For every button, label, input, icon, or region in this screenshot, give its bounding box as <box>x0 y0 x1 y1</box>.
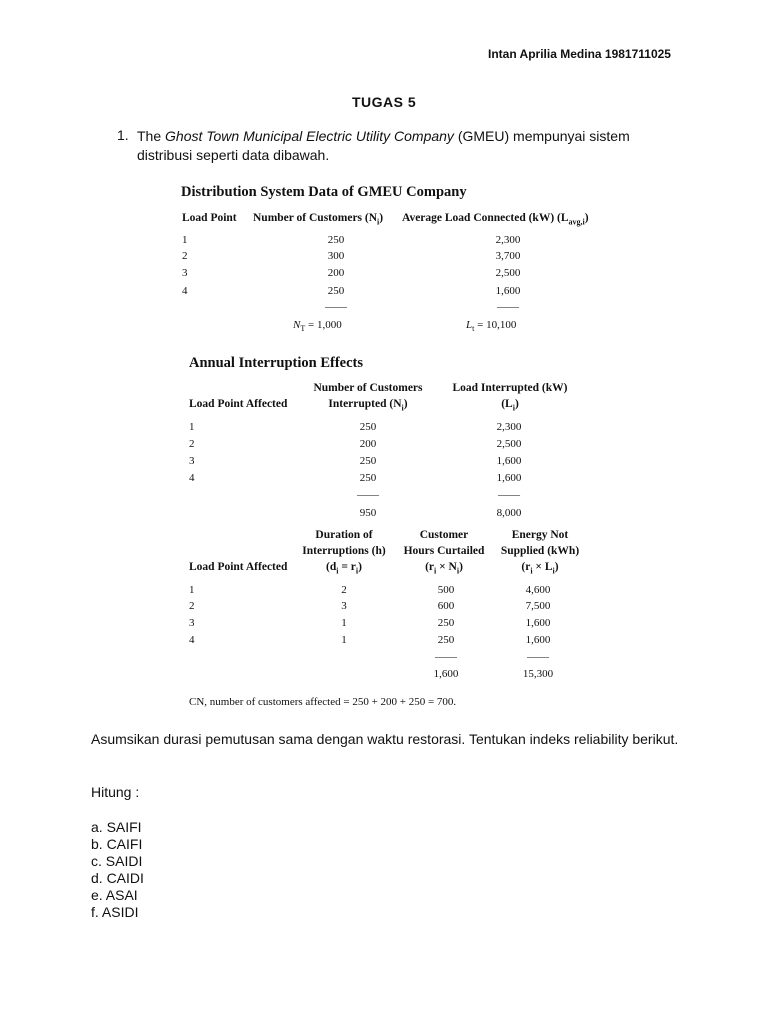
question-text-suffix: (GMEU) mempunyai sistem <box>453 128 630 144</box>
table2-header-load-line1: Load Interrupted (kW) <box>452 382 568 394</box>
table3-header-duration-line3 <box>294 559 394 579</box>
table2-header-load-sub: i <box>512 403 515 413</box>
table3-cell-ch: 250 <box>437 617 455 629</box>
table1-cell-lp: 2 <box>182 250 188 262</box>
table1-rule-l: —— <box>497 301 519 313</box>
table1-total-n-sub: T <box>300 324 306 334</box>
table2-cell-n: 250 <box>359 421 377 433</box>
hitung-label: Hitung : <box>91 784 140 800</box>
table1-total-l-value: = 10,100 <box>474 319 517 331</box>
table2-header-customers-end: ) <box>403 398 408 410</box>
table3-duration-l3-end: ) <box>358 561 362 573</box>
table3-cell-lp: 3 <box>189 617 195 629</box>
table3-header-ch-line3 <box>396 559 492 579</box>
table2-rule-n: —— <box>357 489 379 501</box>
table3-duration-l3-sub-a: i <box>336 566 339 576</box>
table2-cell-l: 2,300 <box>496 421 522 433</box>
table2-header-load-end: ) <box>514 398 519 410</box>
table2-header-load <box>446 380 574 416</box>
table1-header-avg-load-end: ) <box>584 212 589 224</box>
table3-cell-ch: 500 <box>437 584 455 596</box>
table2-title: Annual Interruption Effects <box>189 355 364 371</box>
table1-total-l-sub: t <box>472 324 475 334</box>
table3-total-energy: 15,300 <box>522 668 554 680</box>
table3-cell-lp: 2 <box>189 600 195 612</box>
table1-cell-l: 2,500 <box>495 267 521 279</box>
table3-header-load-point: Load Point Affected <box>189 561 288 573</box>
table3-cell-lp: 1 <box>189 584 195 596</box>
table3-header-duration-line2: Interruptions (h) <box>302 545 386 557</box>
company-name: Ghost Town Municipal Electric Utility Company <box>165 128 454 144</box>
table3-ch-l3-a: (r <box>425 561 434 573</box>
table2-cell-n: 250 <box>359 472 377 484</box>
table2-cell-lp: 1 <box>189 421 195 433</box>
table1-cell-l: 3,700 <box>495 250 521 262</box>
table1-header-customers-text: Number of Customers (N <box>253 212 378 224</box>
author-line: Intan Aprilia Medina 1981711025 <box>488 47 671 61</box>
table3-ch-l3-end: ) <box>459 561 463 573</box>
list-item: f. ASIDI <box>91 904 139 920</box>
table1-header-avg-load <box>402 210 589 230</box>
table3-header-ens-line2: Supplied (kWh) <box>500 545 580 557</box>
table1-cell-lp: 4 <box>182 285 188 297</box>
table3-duration-l3-mid: = r <box>338 561 356 573</box>
table3-cell-d: 1 <box>341 634 347 646</box>
table2-total-customers: 950 <box>359 507 377 519</box>
table1-title: Distribution System Data of GMEU Company <box>181 184 467 200</box>
table2-header-load-line2 <box>446 396 574 416</box>
table1-total-n-label: N <box>293 319 301 331</box>
table3-header-ch-line2: Hours Curtailed <box>403 545 485 557</box>
table2-header-customers-line2 <box>296 396 440 416</box>
table3-header-duration-line1: Duration of <box>315 529 373 541</box>
question-text-prefix: The <box>137 128 166 144</box>
question-text <box>137 127 697 165</box>
table2-header-customers-line2-text: Interrupted (N <box>328 398 402 410</box>
table3-header-customer-hours <box>396 527 492 579</box>
table1-cell-l: 1,600 <box>495 285 521 297</box>
table1-total-n-value: = 1,000 <box>305 319 342 331</box>
table3-cell-ens: 1,600 <box>525 634 551 646</box>
table3-ens-l3-sub-a: i <box>530 566 533 576</box>
question-number: 1. <box>117 127 129 143</box>
list-item: b. CAIFI <box>91 836 143 852</box>
table2-header-load-point: Load Point Affected <box>189 398 288 410</box>
list-item: d. CAIDI <box>91 870 144 886</box>
table3-duration-l3-a: (d <box>326 561 337 573</box>
table2-header-customers-sub: i <box>401 403 404 413</box>
table3-cell-ens: 7,500 <box>525 600 551 612</box>
table3-ch-l3-mid: × N <box>436 561 457 573</box>
table3-ens-l3-sub-b: i <box>552 566 555 576</box>
index-list <box>91 819 144 921</box>
table2-rule-l: —— <box>498 489 520 501</box>
table3-cell-ens: 1,600 <box>525 617 551 629</box>
table1-cell-n: 250 <box>327 285 345 297</box>
table3-header-ens-line3 <box>494 559 586 579</box>
instruction-text: Asumsikan durasi pemutusan sama dengan waktu restorasi. Tentukan indeks reliability berikut. <box>91 731 679 747</box>
question-text-line2: distribusi seperti data dibawah. <box>137 147 330 163</box>
list-item: a. SAIFI <box>91 819 142 835</box>
table1-cell-n: 300 <box>327 250 345 262</box>
table1-total-l-label: L <box>466 319 473 331</box>
table2-cell-lp: 4 <box>189 472 195 484</box>
page-title: TUGAS 5 <box>352 94 417 110</box>
table2-total-load: 8,000 <box>496 507 522 519</box>
table1-cell-lp: 3 <box>182 267 188 279</box>
table1-header-customers-end: ) <box>379 212 384 224</box>
table1-cell-n: 200 <box>327 267 345 279</box>
table2-cell-lp: 2 <box>189 438 195 450</box>
table1-cell-lp: 1 <box>182 234 188 246</box>
table3-rule-ch: —— <box>435 651 457 663</box>
table3-ens-l3-end: ) <box>554 561 559 573</box>
table2-cell-lp: 3 <box>189 455 195 467</box>
table3-cell-d: 1 <box>341 617 347 629</box>
table3-cell-d: 3 <box>341 600 347 612</box>
table1-header-customers-sub: i <box>377 217 380 227</box>
table1-rule-n: —— <box>325 301 347 313</box>
table1-header-avg-load-sub: avg,i <box>568 217 585 227</box>
table1-header-load-point: Load Point <box>182 212 237 224</box>
list-item: e. ASAI <box>91 887 138 903</box>
table3-cell-lp: 4 <box>189 634 195 646</box>
table3-ch-l3-sub-a: i <box>434 566 437 576</box>
table3-ch-l3-sub-b: i <box>456 566 460 576</box>
table2-header-customers-line1: Number of Customers <box>313 382 423 394</box>
table2-cell-l: 2,500 <box>496 438 522 450</box>
table3-header-duration <box>294 527 394 579</box>
table1-cell-l: 2,300 <box>495 234 521 246</box>
table3-cell-ch: 250 <box>437 634 455 646</box>
table3-cell-ens: 4,600 <box>525 584 551 596</box>
table3-total-customer-hours: 1,600 <box>433 668 459 680</box>
table3-header-ch-line1: Customer <box>419 529 469 541</box>
table2-header-load-line2-text: (L <box>501 398 513 410</box>
table3-duration-l3-sub-b: i <box>355 566 359 576</box>
table2-cell-n: 250 <box>359 455 377 467</box>
table3-header-energy <box>494 527 586 579</box>
table3-header-ens-line1: Energy Not <box>511 529 569 541</box>
table1-header-customers <box>253 210 383 230</box>
list-item: c. SAIDI <box>91 853 143 869</box>
table3-cell-ch: 600 <box>437 600 455 612</box>
table3-cell-d: 2 <box>341 584 347 596</box>
table1-total-load <box>466 317 516 337</box>
table2-header-customers <box>296 380 440 416</box>
table2-cell-n: 200 <box>359 438 377 450</box>
table2-cell-l: 1,600 <box>496 472 522 484</box>
table1-cell-n: 250 <box>327 234 345 246</box>
table1-header-avg-load-text: Average Load Connected (kW) (L <box>402 212 569 224</box>
table3-footnote: CN, number of customers affected = 250 + 200 + 250 = 700. <box>189 696 457 708</box>
table3-ens-l3-mid: × L <box>532 561 553 573</box>
table1-total-customers <box>293 317 342 337</box>
table2-cell-l: 1,600 <box>496 455 522 467</box>
table3-ens-l3-a: (r <box>521 561 531 573</box>
table3-rule-ens: —— <box>527 651 549 663</box>
